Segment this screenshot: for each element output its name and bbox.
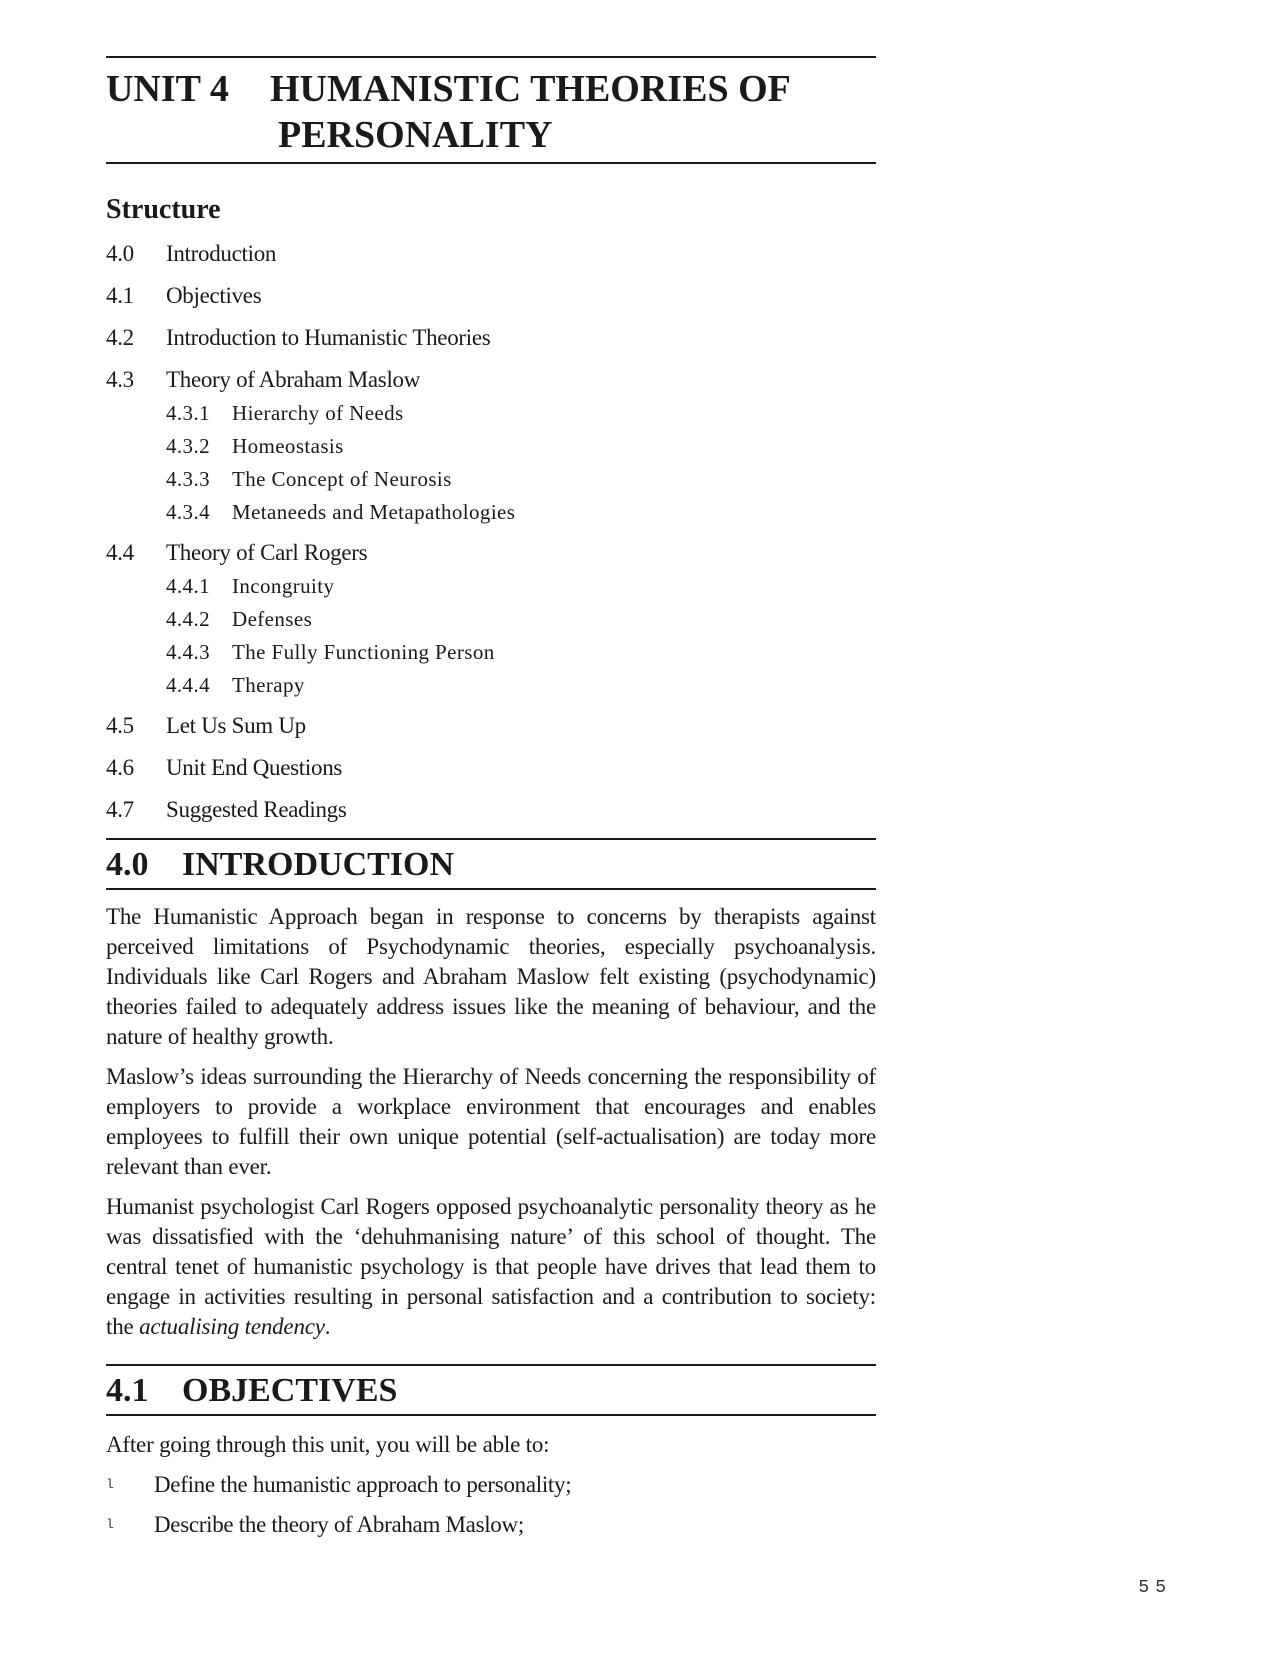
section-title bbox=[106, 1366, 876, 1414]
toc-subitem-label: Therapy bbox=[232, 673, 305, 697]
italic-term: actualising tendency bbox=[139, 1314, 325, 1339]
toc-item-label: Theory of Carl Rogers bbox=[166, 540, 368, 565]
table-of-contents bbox=[106, 240, 876, 824]
section-title bbox=[106, 840, 876, 888]
paragraph: The Humanistic Approach began in response to concerns by therapists against perceived limitations of Psychodynamic theories, especially psychoanalysis. Individuals like Carl Rogers and Abraham Maslow felt existing (psychodynamic) theories failed to adequately address issues like the meaning of behaviour, and the nature of healthy growth. bbox=[106, 904, 876, 1049]
unit-name bbox=[270, 66, 791, 158]
objectives-lead: After going through this unit, you will be able to: bbox=[106, 1432, 550, 1457]
toc-item bbox=[106, 539, 876, 567]
toc-item-number: 4.1 bbox=[106, 283, 134, 308]
bullet-marker: l bbox=[106, 1477, 114, 1492]
toc-subitem bbox=[106, 466, 876, 492]
toc-subitem-number: 4.4.3 bbox=[166, 640, 210, 664]
toc-item bbox=[106, 324, 876, 352]
toc-subitems bbox=[106, 573, 876, 698]
page-content bbox=[106, 56, 876, 1550]
list-item-text: Describe the theory of Abraham Maslow; bbox=[154, 1512, 524, 1537]
toc-item-label: Introduction bbox=[166, 241, 277, 266]
toc-item-label: Let Us Sum Up bbox=[166, 713, 306, 738]
toc-subitems bbox=[106, 400, 876, 525]
objectives-section-header bbox=[106, 1364, 876, 1416]
toc-subitem-number: 4.3.1 bbox=[166, 401, 210, 425]
toc-subitem-label: Hierarchy of Needs bbox=[232, 401, 404, 425]
toc-subitem-number: 4.4.2 bbox=[166, 607, 210, 631]
toc-item-number: 4.7 bbox=[106, 797, 134, 822]
toc-subitem-label: Defenses bbox=[232, 607, 313, 631]
unit-title-top-rule bbox=[106, 56, 876, 58]
list-item-text: Define the humanistic approach to personality; bbox=[154, 1472, 572, 1497]
unit-name-line-1: HUMANISTIC THEORIES OF bbox=[270, 68, 791, 110]
toc-item bbox=[106, 282, 876, 310]
toc-subitem bbox=[106, 400, 876, 426]
page-number: 55 bbox=[1138, 1578, 1172, 1598]
toc-subitem-number: 4.4.1 bbox=[166, 574, 210, 598]
toc-subitem bbox=[106, 606, 876, 632]
toc-item-number: 4.6 bbox=[106, 755, 134, 780]
toc-item bbox=[106, 796, 876, 824]
toc-subitem bbox=[106, 499, 876, 525]
toc-subitem-number: 4.4.4 bbox=[166, 673, 210, 697]
toc-item-label: Introduction to Humanistic Theories bbox=[166, 325, 491, 350]
toc-subitem-number: 4.3.4 bbox=[166, 500, 210, 524]
paragraph bbox=[106, 1192, 876, 1342]
toc-item-number: 4.5 bbox=[106, 713, 134, 738]
paragraph-end: . bbox=[324, 1314, 331, 1339]
toc-item-number: 4.0 bbox=[106, 241, 134, 266]
paragraph: Maslow’s ideas surrounding the Hierarchy of Needs concerning the responsibility of employers to provide a workplace environment that encourages and enables employees to fulfill their own unique potential (self-actualisation) are today more relevant than ever. bbox=[106, 1064, 876, 1179]
unit-title bbox=[106, 66, 876, 158]
list-item bbox=[106, 1510, 876, 1540]
toc-subitem bbox=[106, 433, 876, 459]
toc-item-number: 4.3 bbox=[106, 367, 134, 392]
toc-item-number: 4.4 bbox=[106, 540, 134, 565]
toc-subitem bbox=[106, 672, 876, 698]
unit-label: UNIT 4 bbox=[106, 68, 229, 110]
toc-item bbox=[106, 754, 876, 782]
toc-subitem-label: Homeostasis bbox=[232, 434, 344, 458]
toc-item bbox=[106, 366, 876, 394]
toc-item bbox=[106, 240, 876, 268]
section-number: 4.0 bbox=[106, 846, 149, 883]
section-title-text: INTRODUCTION bbox=[182, 846, 455, 883]
introduction-section-header bbox=[106, 838, 876, 890]
toc-item-label: Objectives bbox=[166, 283, 262, 308]
toc-item-label: Suggested Readings bbox=[166, 797, 347, 822]
list-item bbox=[106, 1470, 876, 1500]
unit-name-line-2: PERSONALITY bbox=[278, 114, 553, 156]
toc-subitem-label: Metaneeds and Metapathologies bbox=[232, 500, 516, 524]
toc-subitem bbox=[106, 573, 876, 599]
toc-subitem bbox=[106, 639, 876, 665]
toc-subitem-label: The Concept of Neurosis bbox=[232, 467, 452, 491]
toc-subitem-number: 4.3.2 bbox=[166, 434, 210, 458]
toc-subitem-label: Incongruity bbox=[232, 574, 335, 598]
section-number: 4.1 bbox=[106, 1372, 149, 1409]
section-bottom-rule bbox=[106, 1414, 876, 1416]
paragraph-text: Humanist psychologist Carl Rogers opposed psychoanalytic personality theory as he was dissatisfied with the ‘dehuhmanising nature’ of this school of thought. The central tenet of humanistic psychology is that people have drives that lead them to engage in activities resulting in personal satisfaction and a contribution to society: the bbox=[106, 1194, 876, 1339]
toc-item bbox=[106, 712, 876, 740]
section-title-text: OBJECTIVES bbox=[182, 1372, 398, 1409]
bullet-marker: l bbox=[106, 1517, 114, 1532]
section-bottom-rule bbox=[106, 888, 876, 890]
structure-heading: Structure bbox=[106, 194, 221, 225]
unit-title-bottom-rule bbox=[106, 162, 876, 164]
toc-subitem-label: The Fully Functioning Person bbox=[232, 640, 495, 664]
toc-subitem-number: 4.3.3 bbox=[166, 467, 210, 491]
toc-item-label: Theory of Abraham Maslow bbox=[166, 367, 421, 392]
toc-item-label: Unit End Questions bbox=[166, 755, 343, 780]
toc-item-number: 4.2 bbox=[106, 325, 134, 350]
